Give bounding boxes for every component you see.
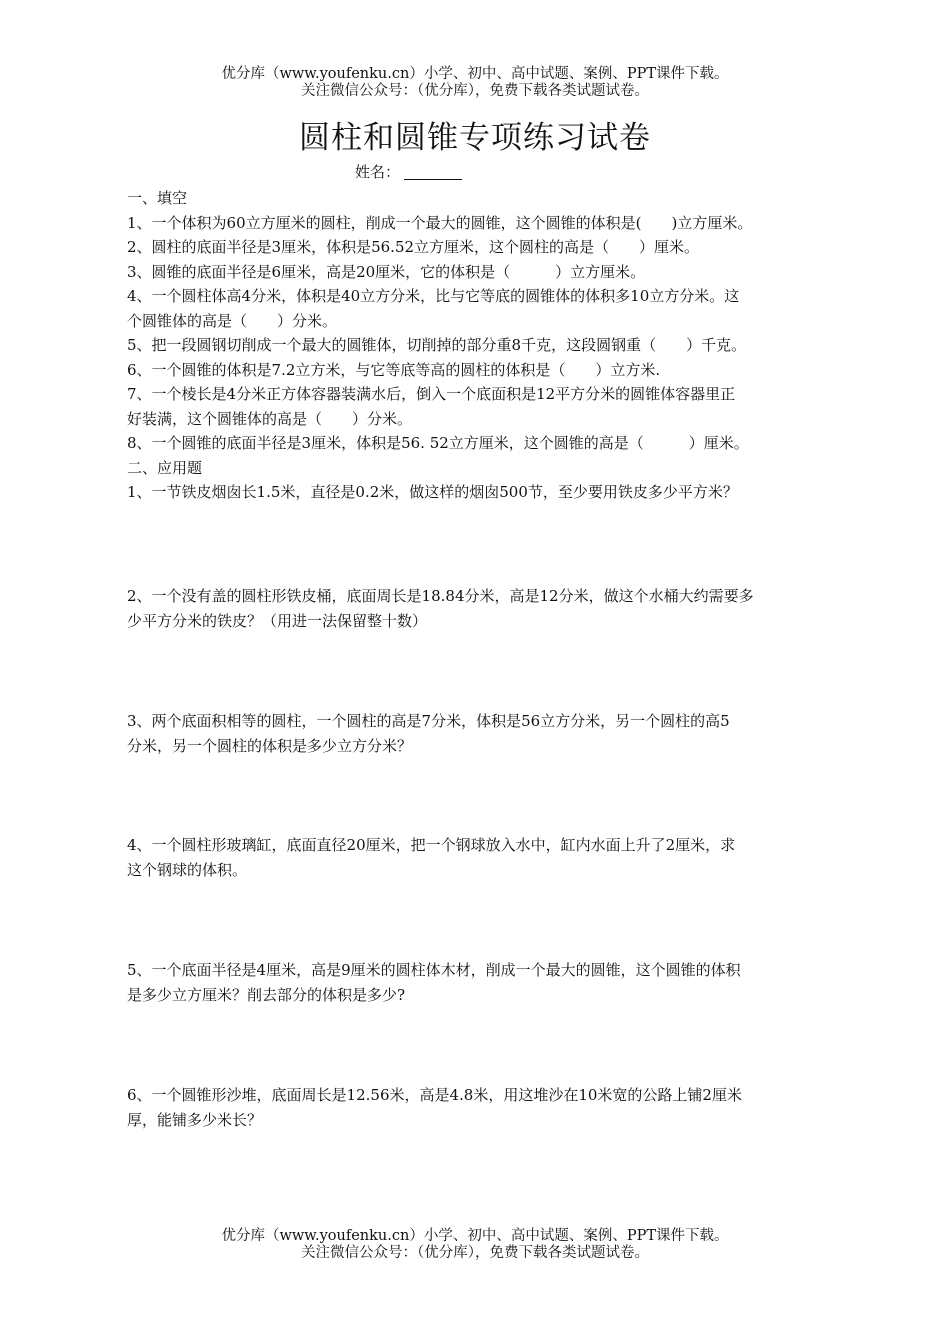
application-problem-6-line-2: 厚，能铺多少米长？ (127, 1110, 263, 1129)
application-problem-6 (127, 1083, 827, 1132)
fill-question-4-line-2: 个圆锥体的高是（ ）分米。 (127, 311, 338, 330)
application-problem-5-line-2: 是多少立方厘米？削去部分的体积是多少? (127, 985, 406, 1004)
header-line-2: 关注微信公众号：（优分库），免费下载各类试题试卷。 (301, 83, 649, 99)
name-blank[interactable] (404, 163, 462, 180)
application-problem-2-line-2: 少平方分米的铁皮？（用进一法保留整十数） (127, 611, 428, 630)
name-field (355, 160, 462, 184)
fill-question-8: 8、一个圆锥的底面半径是3厘米，体积是56. 52立方厘米，这个圆锥的高是（ ）厘米。 (127, 434, 749, 452)
footer-line-2: 关注微信公众号：（优分库），免费下载各类试题试卷。 (301, 1245, 649, 1261)
fill-question-3: 3、圆锥的底面半径是6厘米，高是20厘米，它的体积是（ ）立方厘米。 (127, 262, 646, 281)
footer-line-1: 优分库（www.youfenku.cn）小学、初中、高中试题、案例、PPT课件下载。 (221, 1228, 729, 1244)
application-problem-1: 1、一节铁皮烟囱长1.5米，直径是0.2米，做这样的烟囱500节，至少要用铁皮多少平方米？ (127, 483, 738, 501)
section-heading-application: 二、应用题 (127, 458, 203, 477)
fill-question-4-line-1: 4、一个圆柱体高4分米，体积是40立方分米，比与它等底的圆锥体的体积多10立方分米。这 (127, 287, 740, 305)
page-title: 圆柱和圆锥专项练习试卷 (299, 120, 651, 156)
application-problem-5 (127, 958, 827, 1007)
application-problem-3-line-2: 分米，另一个圆柱的体积是多少立方分米？ (127, 736, 413, 755)
application-problem-3-line-1: 3、两个底面积相等的圆柱，一个圆柱的高是7分米，体积是56立方分米，另一个圆柱的高5 (127, 712, 730, 730)
fill-in-section (127, 186, 827, 505)
page-header (0, 66, 950, 100)
application-problem-2-line-1: 2、一个没有盖的圆柱形铁皮桶，底面周长是18.84分米，高是12分米，做这个水桶大约需要多 (127, 587, 754, 605)
application-problem-4 (127, 833, 827, 882)
fill-question-6: 6、一个圆锥的体积是7.2立方米，与它等底等高的圆柱的体积是（ ）立方米. (127, 360, 661, 379)
section-heading-fill: 一、填空 (127, 189, 188, 207)
header-line-1: 优分库（www.youfenku.cn）小学、初中、高中试题、案例、PPT课件下载。 (221, 66, 729, 82)
fill-question-5: 5、把一段圆钢切削成一个最大的圆锥体，切削掉的部分重8千克，这段圆钢重（ ）千克。 (127, 336, 747, 354)
application-problem-4-line-1: 4、一个圆柱形玻璃缸，底面直径20厘米，把一个钢球放入水中，缸内水面上升了2厘米，求 (127, 836, 736, 854)
fill-question-1: 1、一个体积为60立方厘米的圆柱，削成一个最大的圆锥，这个圆锥的体积是( )立方厘米。 (127, 213, 753, 232)
application-problem-5-line-1: 5、一个底面半径是4厘米，高是9厘米的圆柱体木材，削成一个最大的圆锥，这个圆锥的体积 (127, 961, 741, 979)
fill-question-7-line-2: 好装满，这个圆锥体的高是（ ）分米。 (127, 409, 413, 428)
application-problem-4-line-2: 这个钢球的体积。 (127, 860, 248, 879)
fill-question-2: 2、圆柱的底面半径是3厘米，体积是56.52立方厘米，这个圆柱的高是（ ）厘米。 (127, 238, 700, 256)
application-problem-6-line-1: 6、一个圆锥形沙堆，底面周长是12.56米，高是4.8米，用这堆沙在10米宽的公路上铺2厘米 (127, 1086, 742, 1104)
page-footer (0, 1228, 950, 1262)
fill-question-7-line-1: 7、一个棱长是4分米正方体容器装满水后，倒入一个底面积是12平方分米的圆锥体容器里正 (127, 385, 736, 403)
application-problem-3 (127, 709, 827, 758)
name-label: 姓名： (355, 163, 401, 181)
application-problem-2 (127, 584, 827, 633)
